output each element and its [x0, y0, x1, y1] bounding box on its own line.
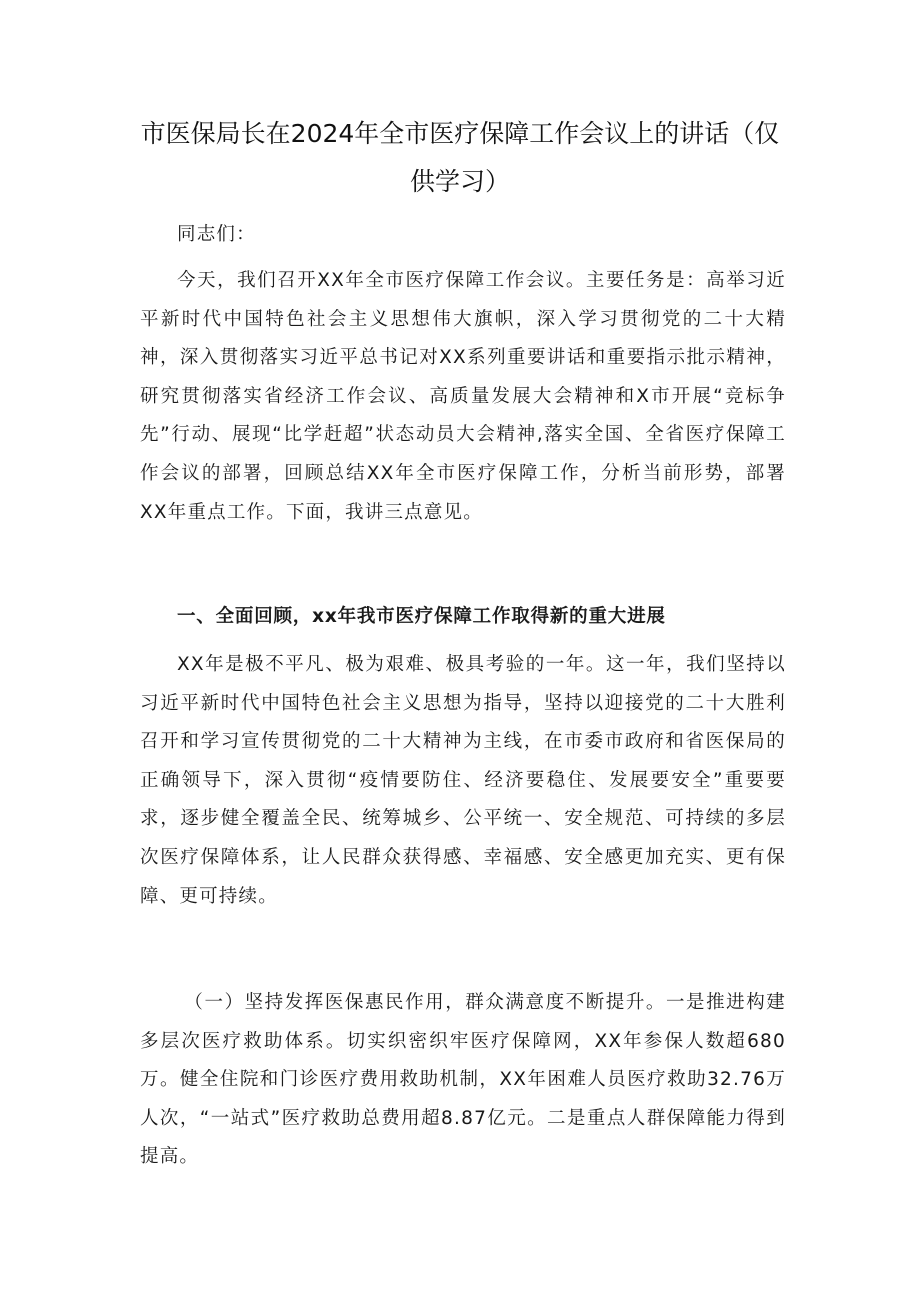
intro-paragraph: 今天，我们召开XX年全市医疗保障工作会议。主要任务是：高举习近平新时代中国特色社会主义思想伟大旗帜，深入学习贯彻党的二十大精神，深入贯彻落实习近平总书记对XX系列重要讲话和重要指示批示精神，研究贯彻落实省经济工作会议、高质量发展大会精神和X市开展“竞标争先”行动、展现“比学赶超”状态动员大会精神,落实全国、全省医疗保障工作会议的部署，回顾总结XX年全市医疗保障工作，分析当前形势，部署XX年重点工作。下面，我讲三点意见。 — [140, 270, 786, 523]
section-paragraph: XX年是极不平凡、极为艰难、极具考验的一年。这一年，我们坚持以习近平新时代中国特色社会主义思想为指导，坚持以迎接党的二十大胜利召开和学习宣传贯彻党的二十大精神为主线，在市委市政府和省医保局的正确领导下，深入贯彻“疫情要防住、经济要稳住、发展要安全”重要要求，逐步健全覆盖全民、统筹城乡、公平统一、安全规范、可持续的多层次医疗保障体系，让人民群众获得感、幸福感、安全感更加充实、更有保障、更可持续。 — [140, 654, 786, 907]
document-title: 市医保局长在2024年全市医疗保障工作会议上的讲话（仅供学习） — [140, 119, 780, 196]
section-heading: 一、全面回顾，xx年我市医疗保障工作取得新的重大进展 — [177, 606, 666, 627]
greeting: 同志们： — [177, 224, 256, 245]
subsection-paragraph: （一）坚持发挥医保惠民作用，群众满意度不断提升。一是推进构建多层次医疗救助体系。切实织密织牢医疗保障网，XX年参保人数超680万。健全住院和门诊医疗费用救助机制，XX年困难人员医疗救助32.76万人次，“一站式”医疗救助总费用超8.87亿元。二是重点人群保障能力得到提高。 — [140, 992, 786, 1168]
